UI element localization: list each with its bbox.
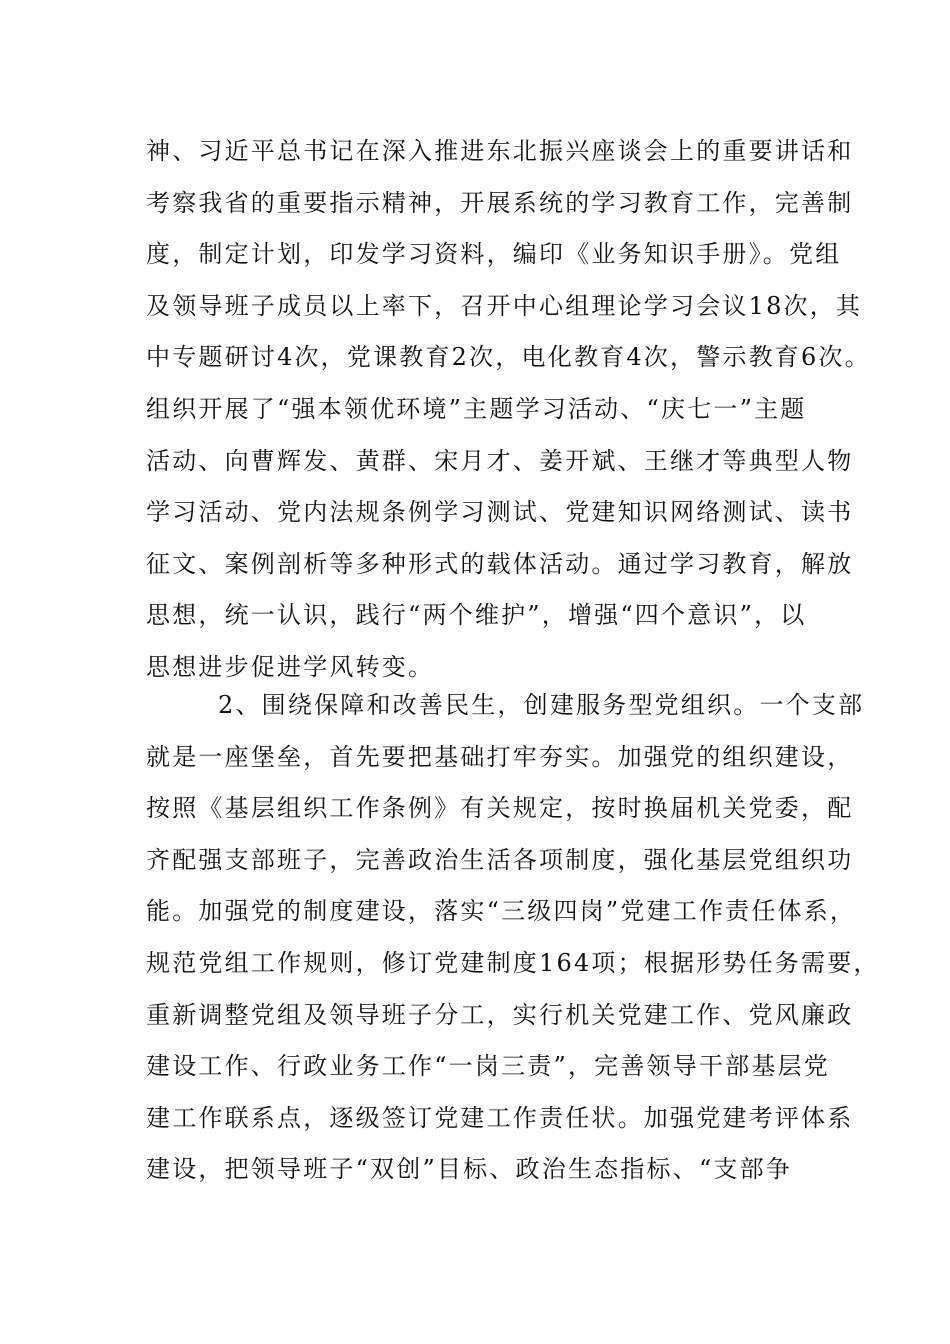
text-line: 规范党组工作规则，修订党建制度164项；根据形势任务需要，: [146, 948, 880, 977]
text-line: 建设，把领导班子“双创”目标、政治生态指标、“支部争: [146, 1155, 793, 1184]
paragraph-study-education: [146, 126, 871, 694]
text-line: 重新调整党组及领导班子分工，实行机关党建工作、党风廉政: [146, 1000, 854, 1029]
text-line: 2、围绕保障和改善民生，创建服务型党组织。一个支部: [218, 691, 865, 719]
text-line: 齐配强支部班子，完善政治生活各项制度，强化基层党组织功: [146, 845, 854, 874]
text-line: 神、习近平总书记在深入推进东北振兴座谈会上的重要讲话和: [146, 137, 854, 165]
text-line: 及领导班子成员以上率下，召开中心组理论学习会议18次，其: [146, 291, 863, 320]
text-line: 活动、向曹辉发、黄群、宋月才、姜开斌、王继才等典型人物: [146, 446, 854, 475]
text-line: 按照《基层组织工作条例》有关规定，按时换届机关党委，配: [146, 794, 854, 823]
text-line: 考察我省的重要指示精神，开展系统的学习教育工作，完善制: [146, 188, 854, 217]
text-line: 组织开展了“强本领优环境”主题学习活动、“庆七一”主题: [146, 394, 807, 423]
text-line: 中专题研讨4次，党课教育2次，电化教育4次，警示教育6次。: [146, 343, 871, 372]
text-line: 能。加强党的制度建设，落实“三级四岗”党建工作责任体系，: [146, 897, 857, 926]
text-line: 就是一座堡垒，首先要把基础打牢夯实。加强党的组织建设，: [146, 742, 854, 771]
text-line: 度，制定计划，印发学习资料，编印《业务知识手册》。党组: [146, 240, 842, 269]
text-line: 学习活动、党内法规条例学习测试、党建知识网络测试、读书: [146, 498, 854, 527]
paragraph-service-party-organization: [146, 680, 880, 1196]
text-line: 建工作联系点，逐级签订党建工作责任状。加强党建考评体系: [146, 1103, 854, 1132]
text-line: 思想进步促进学风转变。: [146, 652, 435, 681]
text-line: 征文、案例剖析等多种形式的载体活动。通过学习教育，解放: [146, 549, 854, 578]
text-line: 思想，统一认识，践行“两个维护”，增强“四个意识”，以: [146, 601, 807, 630]
text-line: 建设工作、行政业务工作“一岗三责”，完善领导干部基层党: [146, 1052, 830, 1081]
